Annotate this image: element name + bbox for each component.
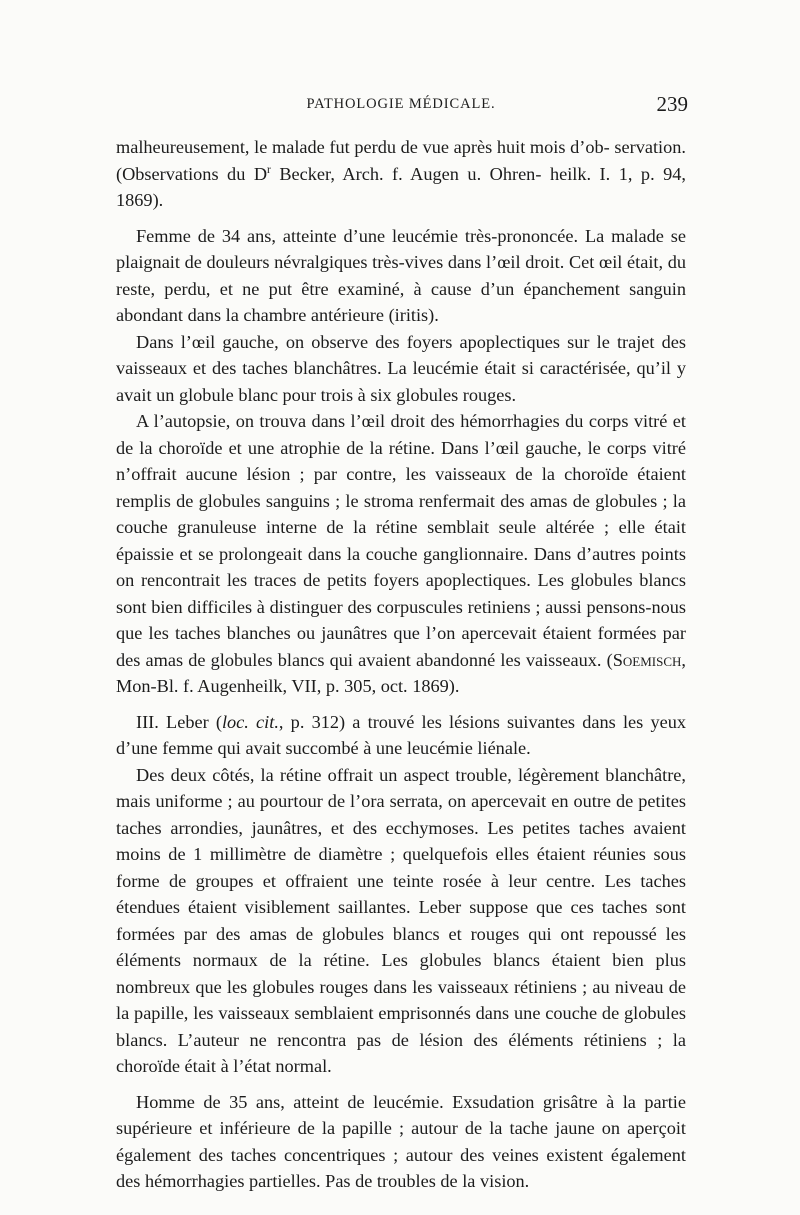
paragraph-femme-34: Femme de 34 ans, atteinte d’une leucémie très-prononcée. La malade se plaignait de douleurs névralgiques très-vives dans l’œil droit. Cet œil était, du reste, perdu, et ne put être examiné, à cause d’un épanchement sanguin abondant dans la chambre antérieure (iritis). (116, 225, 686, 325)
paragraph-deux-cotes: Des deux côtés, la rétine offrait un aspect trouble, légèrement blanchâtre, mais uniforme ; au pourtour de l’ora serrata, on apercevait en outre de petites taches arrondies, jaunâtres, et des ecchymoses. Les petites taches avaient moins de 1 millimètre de diamètre ; quelquefois elles étaient réunies sous forme de groupes et offraient une teinte rosée à leur centre. Les taches étendues étaient visiblement saillantes. Leber suppose que ces taches sont formées par des amas de globules blancs et rouges qui ont repoussé les éléments normaux de la rétine. Les globules blancs étaient bien plus nombreux que les globules rouges dans les vaisseaux rétiniens ; au niveau de la papille, les vaisseaux semblaient emprisonnés dans une couche de globules blancs. L’auteur ne rencontra pas de lésion des éléments rétiniens ; la choroïde était à l’état normal. (116, 764, 686, 1076)
paragraph-leber (116, 709, 686, 762)
citation-rest: , Mon-Bl. f. Augenheilk, VII, p. 305, oct. 1869). (116, 649, 686, 696)
paragraph-text: , p. 312) a trouvé les lésions suivantes dans les yeux d’une femme qui avait succombé à une leucémie liénale. (116, 711, 686, 758)
title-abbrev: r (267, 163, 271, 176)
body-text (116, 134, 686, 1195)
citation-author: Soemisch (612, 649, 682, 670)
running-head: PATHOLOGIE MÉDICALE. (306, 96, 496, 112)
text-line: Becker, Arch. f. Augen u. Ohren- (270, 163, 542, 184)
paragraph-text: III. Leber ( (136, 711, 222, 732)
page-header (116, 92, 686, 120)
text-line: malheureusement, le malade fut perdu de vue après huit mois d’ob- (116, 137, 610, 157)
text-line: servation. (Observations du D (116, 137, 686, 184)
paragraph-text: A l’autopsie, on trouva dans l’œil droit des hémorrhagies du corps vitré et de la choroïde et une atrophie de la rétine. Dans l’œil gauche, le corps vitré n’offrait aucune lésion ; par contre, les vaisseaux de la choroïde étaient remplis de globules sanguins ; le stroma renfermait des amas de globules ; la couche granuleuse interne de la rétine semblait seule altérée ; elle était épaissie et se prolongeait dans la couche ganglionnaire. Dans d’autres points on rencontrait les traces de petits foyers apoplectiques. Les globules blancs sont bien difficiles à distinguer des corpuscules retiniens ; aussi pensons-nous que les taches blanches ou jaunâtres que l’on apercevait étaient formées par des amas de globules blancs qui avaient abandonné les vaisseaux. ( (116, 411, 686, 670)
paragraph-homme-35: Homme de 35 ans, atteint de leucémie. Exsudation grisâtre à la partie supérieure et inférieure de la papille ; autour de la tache jaune on aperçoit également des taches concentriques ; autour des veines existent également des hémorrhagies partielles. Pas de troubles de la vision. (116, 1091, 686, 1191)
page-number: 239 (656, 92, 688, 116)
citation-italic: loc. cit. (221, 711, 279, 732)
text-line: heilk. I. 1, p. 94, 1869). (116, 163, 686, 210)
paragraph-autopsie (116, 408, 686, 700)
paragraph-continuation (116, 134, 686, 214)
paragraph-oeil-gauche: Dans l’œil gauche, on observe des foyers apoplectiques sur le trajet des vaisseaux et des taches blanchâtres. La leucémie était si caractérisée, qu’il y avait un globule blanc pour trois à six globules rouges. (116, 331, 686, 405)
